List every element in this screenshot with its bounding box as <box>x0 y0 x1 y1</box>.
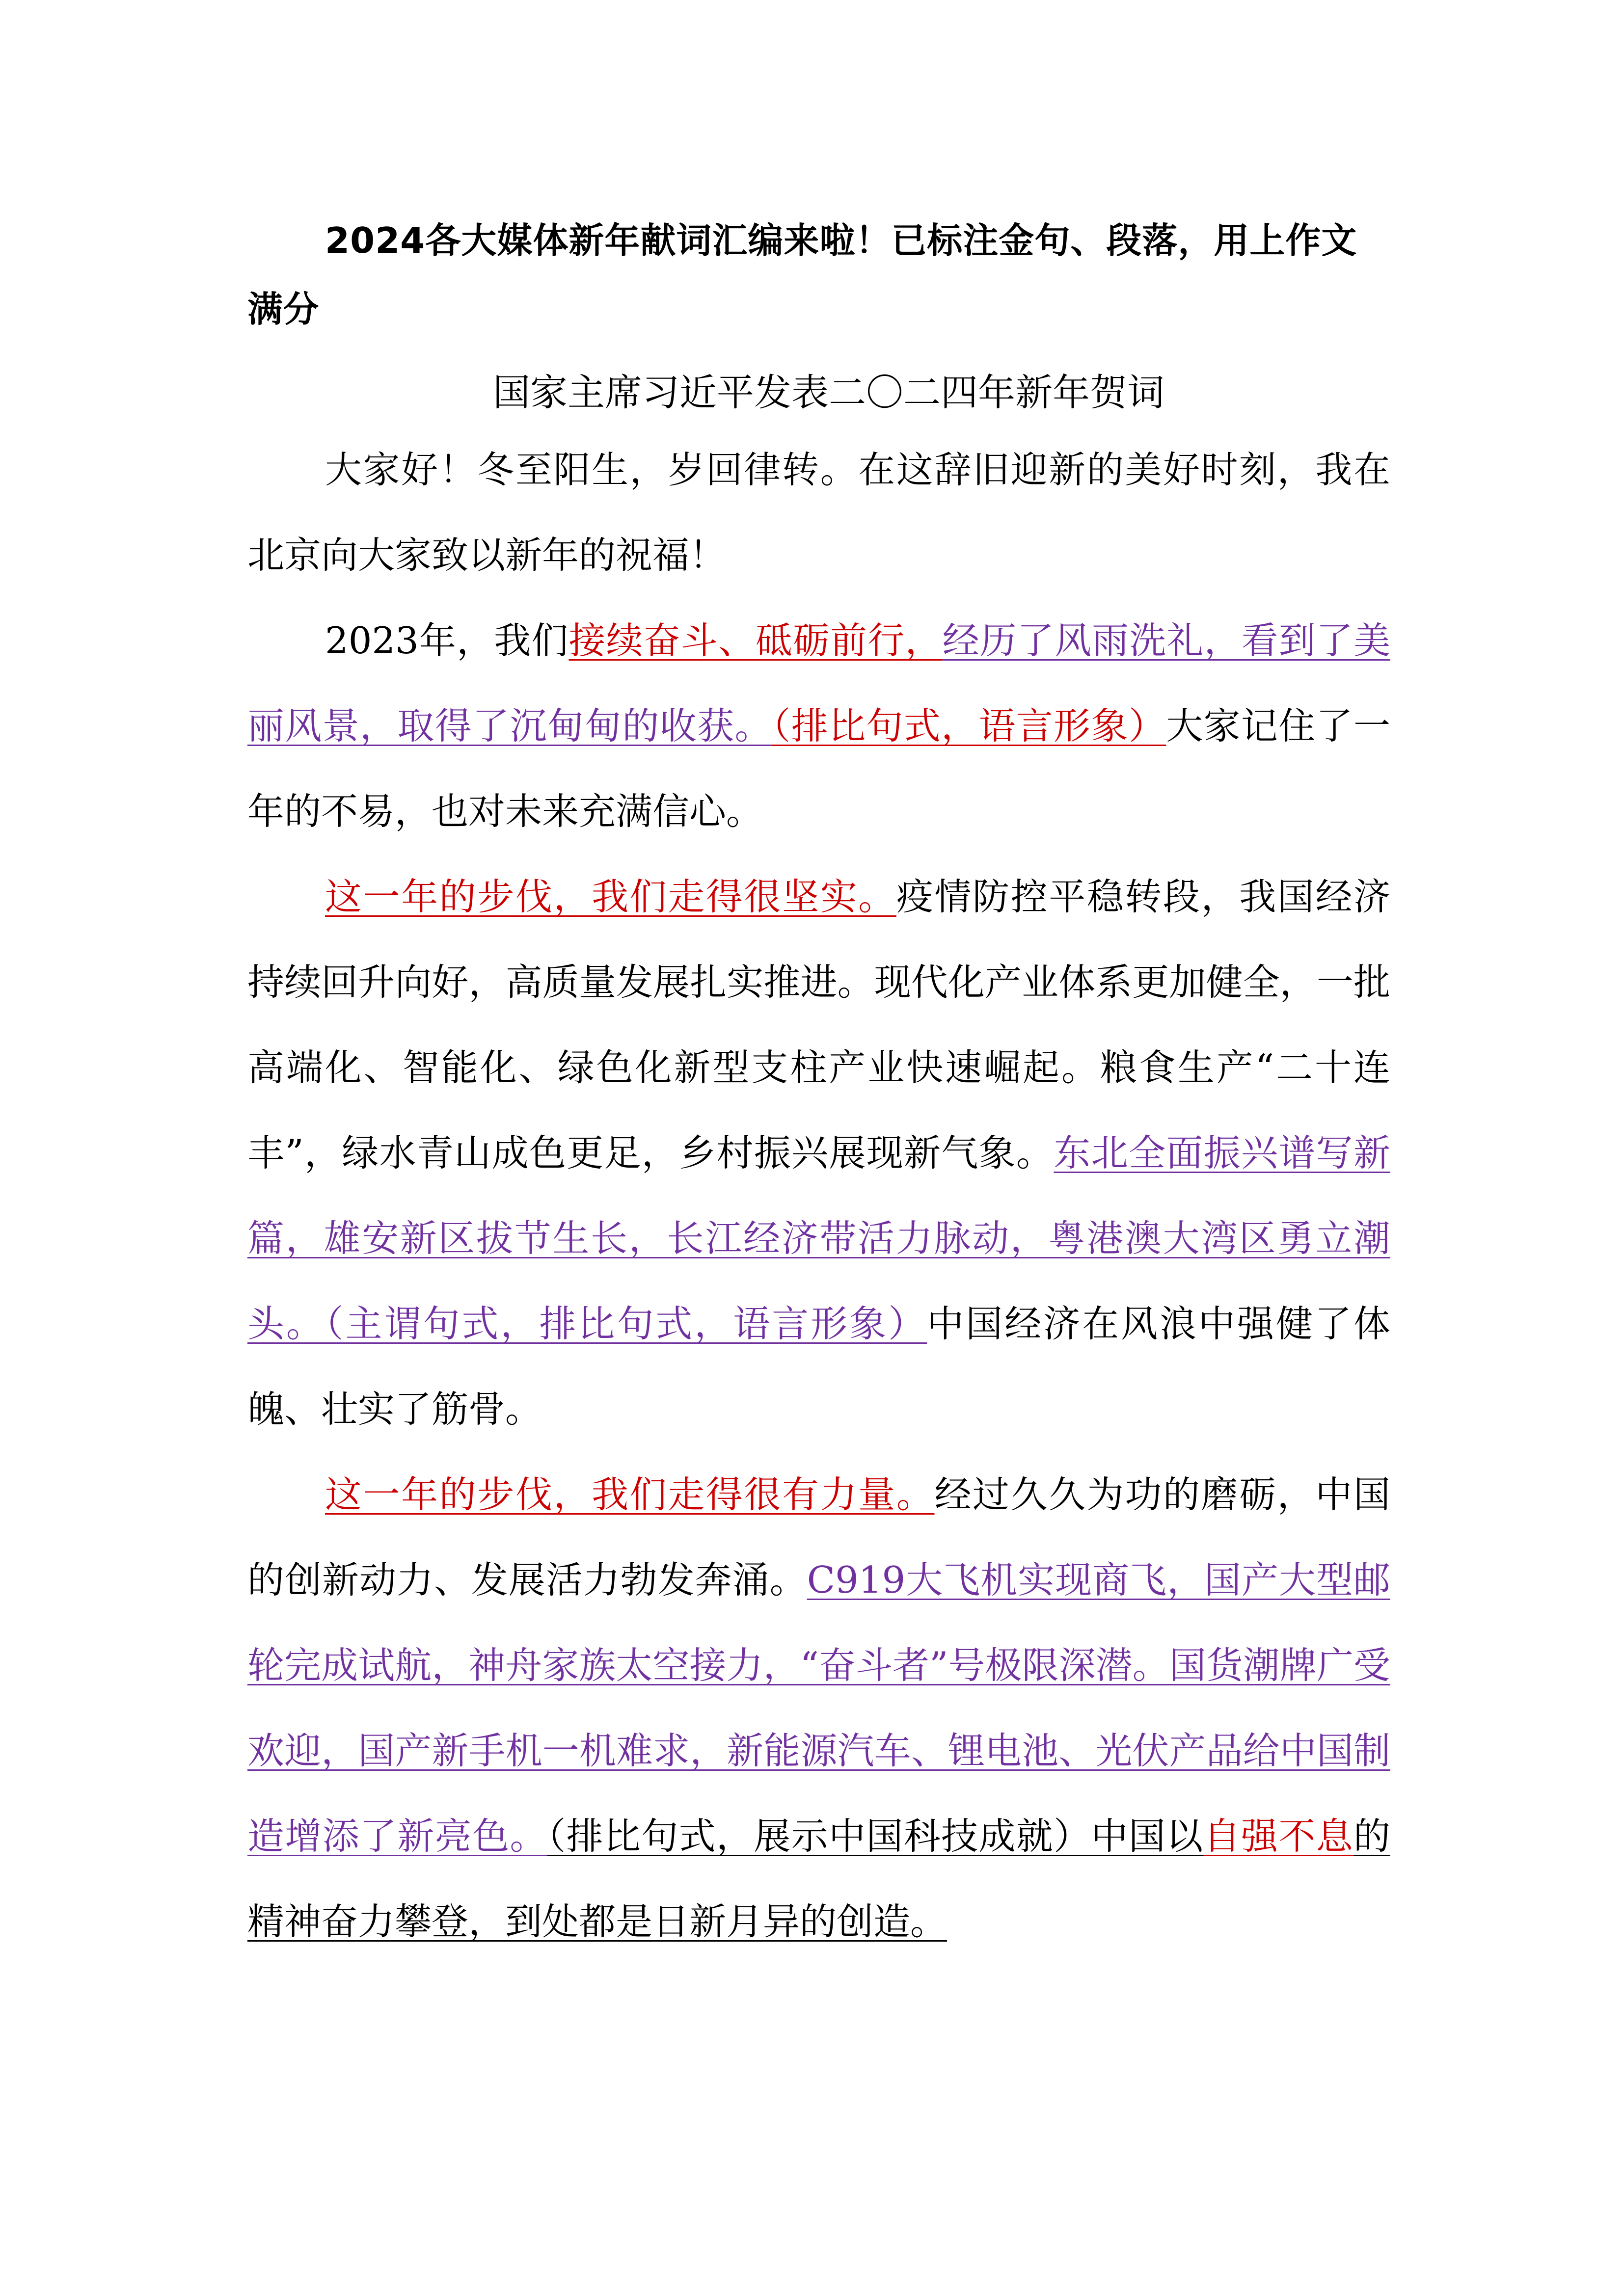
p3-body: 疫情防控平稳转段，我国经济持续回升向好，高质量发展扎实推进。现代化产业体系更加健全，一批高端化、智能化、绿色化新型支柱产业快速崛起。粮食生产“二十连丰”，绿水青山成色更足，乡村振兴展现新气象。 <box>247 875 1390 1175</box>
p2-intro: 2023年，我们 <box>325 619 569 662</box>
p2-highlight-red: 接续奋斗、砥砺前行， <box>568 619 943 662</box>
document-page <box>247 206 1390 1964</box>
paragraph-solid-steps <box>247 854 1390 1452</box>
p2-annotation: （排比句式，语言形象） <box>772 704 1166 748</box>
p3-golden-sentence: 这一年的步伐，我们走得很坚实。 <box>325 875 896 918</box>
p4-golden-sentence: 这一年的步伐，我们走得很有力量。 <box>325 1473 935 1516</box>
p3-highlight-purple: 东北全面振兴谱写新篇，雄安新区拔节生长，长江经济带活力脉动，粤港澳大湾区勇立潮头。（主谓句式，排比句式，语言形象） <box>247 1131 1390 1345</box>
p4-keyword: 自强不息 <box>1203 1815 1353 1858</box>
paragraph-powerful-steps <box>247 1452 1390 1964</box>
p4-body: 经过久久为功的磨砺，中国的创新动力、发展活力勃发奔涌。 <box>247 1473 1390 1602</box>
p4-closing-end: 的精神奋力攀登，到处都是日新月异的创造。 <box>247 1815 1390 1943</box>
document-title: 2024各大媒体新年献词汇编来啦！已标注金句、段落，用上作文满分 <box>247 220 1357 330</box>
paragraph-greeting <box>247 427 1390 598</box>
p2-highlight-purple: 经历了风雨洗礼，看到了美丽风景，取得了沉甸甸的收获。 <box>247 619 1390 748</box>
p4-closing-start: 中国以 <box>1091 1815 1204 1858</box>
greeting-text: 大家好！冬至阳生，岁回律转。在这辞旧迎新的美好时刻，我在北京向大家致以新年的祝福！ <box>247 448 1390 577</box>
p3-closing: 中国经济在风浪中强健了体魄、壮实了筋骨。 <box>247 1302 1390 1431</box>
p2-closing: 大家记住了一年的不易，也对未来充满信心。 <box>247 704 1390 833</box>
paragraph-2023 <box>247 598 1390 854</box>
speech-title: 国家主席习近平发表二〇二四年新年贺词 <box>493 371 1164 414</box>
p4-highlight-purple: C919大飞机实现商飞，国产大型邮轮完成试航，神舟家族太空接力，“奋斗者”号极限深潜。国货潮牌广受欢迎，国产新手机一机难求，新能源汽车、锂电池、光伏产品给中国制造增添了新亮色。 <box>247 1558 1390 1858</box>
p4-annotation: （排比句式，展示中国科技成就） <box>547 1815 1091 1858</box>
